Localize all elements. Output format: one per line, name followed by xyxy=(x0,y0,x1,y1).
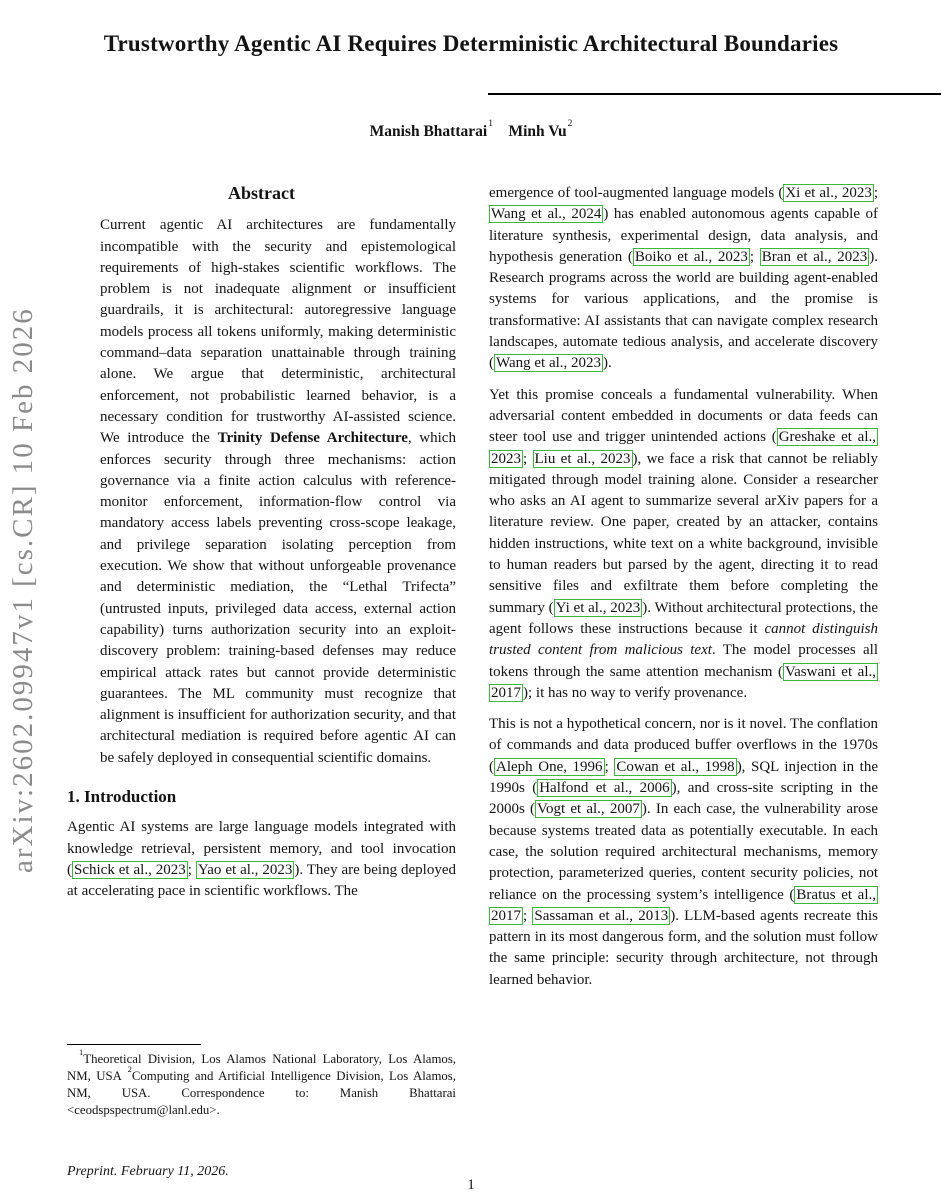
citation-link[interactable]: Sassaman et al., 2013 xyxy=(534,907,669,924)
footnote-rule xyxy=(67,1044,201,1045)
citation-link[interactable]: Boiko et al., 2023 xyxy=(634,248,748,265)
citation-link[interactable]: Liu et al., 2023 xyxy=(534,450,631,467)
citation-link[interactable]: Greshake et al., 2023 xyxy=(491,429,876,467)
text-span: ). xyxy=(603,355,612,372)
bold-text: Trinity Defense Architecture xyxy=(217,430,408,447)
text-span: ; xyxy=(604,758,615,775)
text-span: ), and cross-site scripting in the 2000s ( xyxy=(489,780,878,818)
text-span: ). Without architectural protections, the agent follows these instructions because it xyxy=(489,599,878,637)
text-span: Agentic AI systems are large language models integrated with knowledge retrieval, persistent memory, and tool invocation ( xyxy=(67,819,456,878)
superscript: 2 xyxy=(127,1063,132,1074)
text-span: Current agentic AI architectures are fundamentally incompatible with the security and epistemological requirements of high-stakes scientific workflows. The problem is not inadequate alignment or insufficient guardrails, it is architectural: autoregressive language models process all tokens uniformly, making deterministic command–data separation unattainable through training alone. We argue that deterministic, architectural enforcement, not probabilistic learned behavior, is a necessary condition for trustworthy AI-assisted science. We introduce the xyxy=(100,217,456,447)
citation-link[interactable]: Vaswani et al., 2017 xyxy=(491,663,876,701)
citation-link[interactable]: Yi et al., 2023 xyxy=(555,599,641,616)
text-span: ) has enabled autonomous agents capable of literature synthesis, experimental design, data analysis, and hypothesis generation ( xyxy=(489,206,879,265)
citation-link[interactable]: Bratus et al., 2017 xyxy=(491,886,876,924)
text-span: . The model processes all tokens through the same attention mechanism ( xyxy=(489,642,878,680)
text-span: Manish Bhattarai xyxy=(369,123,488,140)
text-span: ). Research programs across the world are building agent-enabled systems for various applications, and the promise is transformative: AI assistants that can navigate complex research landscapes, automate tedious analysis, and accelerate discovery ( xyxy=(489,248,878,372)
left-column xyxy=(67,183,456,903)
preprint-note: Preprint. February 11, 2026. xyxy=(67,1164,229,1179)
text-span: This is not a hypothetical concern, nor is it novel. The conflation of commands and data produced buffer overflows in the 1970s ( xyxy=(489,716,878,775)
superscript: 1 xyxy=(488,118,493,129)
header-rule xyxy=(488,93,941,95)
text-span: ); it has no way to verify provenance. xyxy=(523,684,748,701)
citation-link[interactable]: Cowan et al., 1998 xyxy=(616,758,735,775)
intro-paragraph-1-continued xyxy=(489,183,878,375)
citation-link[interactable]: Halfond et al., 2006 xyxy=(539,780,670,797)
text-span: ; xyxy=(749,248,760,265)
text-span: ; xyxy=(523,907,533,924)
abstract-text xyxy=(100,215,456,769)
citation-link[interactable]: Xi et al., 2023 xyxy=(785,185,872,201)
abstract-heading: Abstract xyxy=(228,183,295,203)
text-span xyxy=(493,123,509,140)
section-heading-introduction: 1. Introduction xyxy=(67,787,177,807)
footnote xyxy=(67,1044,456,1119)
text-span: emergence of tool-augmented language models ( xyxy=(489,185,784,201)
italic-text: cannot distinguish trusted content from malicious text xyxy=(489,620,878,659)
text-span: ). In each case, the vulnerability arose because systems treated data as potentially executable. In each case, the solution required architectural mechanisms, memory protection, parameterized queries, content security policies, not reliance on the processing system’s intelligence ( xyxy=(489,801,878,903)
arxiv-watermark: arXiv:2602.09947v1 [cs.CR] 10 Feb 2026 xyxy=(7,307,39,873)
citation-link[interactable]: Vogt et al., 2007 xyxy=(537,801,640,818)
superscript: 1 xyxy=(79,1046,84,1057)
paper-title: Trustworthy Agentic AI Requires Deterministic Architectural Boundaries xyxy=(103,31,839,56)
citation-link[interactable]: Wang et al., 2024 xyxy=(491,206,602,223)
intro-paragraph-2 xyxy=(489,385,878,704)
intro-paragraph-3 xyxy=(489,714,878,991)
text-span: ), we face a risk that cannot be reliably mitigated through model training alone. Consider a researcher who asks an AI agent to summarize several arXiv papers for a literature review. One paper, created by an attacker, contains hidden instructions, white text on a white background, invisible to human readers but parsed by the agent, directing it to read sensitive files and exfiltrate them before completing the summary ( xyxy=(489,450,879,616)
right-column xyxy=(489,183,878,991)
text-span: Minh Vu xyxy=(508,123,567,140)
text-span: Computing and Artificial Intelligence Division, Los Alamos, NM, USA. Correspondence to: Manish Bhattarai <ceodspspectrum@lanl.edu>. xyxy=(67,1069,456,1117)
footnote-text xyxy=(67,1046,456,1119)
text-span: Theoretical Division, Los Alamos National Laboratory, Los Alamos, NM, USA xyxy=(67,1052,456,1083)
citation-link[interactable]: Schick et al., 2023 xyxy=(74,861,186,878)
page-number: 1 xyxy=(467,1177,475,1193)
text-span: Yet this promise conceals a fundamental vulnerability. When adversarial content embedded in documents or data feeds can steer tool use and trigger unintended actions ( xyxy=(489,386,878,446)
intro-paragraph-1 xyxy=(67,817,456,902)
citation-link[interactable]: Wang et al., 2023 xyxy=(496,355,602,372)
text-span: ; xyxy=(523,450,533,467)
citation-link[interactable]: Yao et al., 2023 xyxy=(197,861,293,878)
text-span: ). They are being deployed at accelerating pace in scientific workflows. The xyxy=(67,861,456,900)
text-span: ), SQL injection in the 1990s ( xyxy=(489,758,878,797)
text-span: , which enforces security through three mechanisms: action governance via a finite action calculus with reference-monitor enforcement, information-flow control via mandatory access labels preventing cross-scope leakage, and privilege separation isolating perception from execution. We show that without unforgeable provenance and deterministic mediation, the “Lethal Trifecta” (untrusted inputs, privileged data access, external action capability) turns authorization security into an exploit-discovery problem: training-based defenses may reduce empirical attack rates but cannot provide deterministic guarantees. The ML community must recognize that alignment is insufficient for authorization security, and that architectural mediation is required before agentic AI can be safely deployed in consequential scientific domains. xyxy=(100,430,456,766)
author-line xyxy=(0,118,942,141)
citation-link[interactable]: Bran et al., 2023 xyxy=(761,248,868,265)
text-span: ; xyxy=(873,185,878,201)
superscript: 2 xyxy=(567,118,573,129)
text-span: ; xyxy=(187,861,196,878)
text-span: ). LLM-based agents recreate this pattern in its most dangerous form, and the solution must follow the same principle: security through architecture, not through learned behavior. xyxy=(489,907,879,988)
citation-link[interactable]: Aleph One, 1996 xyxy=(496,758,603,775)
